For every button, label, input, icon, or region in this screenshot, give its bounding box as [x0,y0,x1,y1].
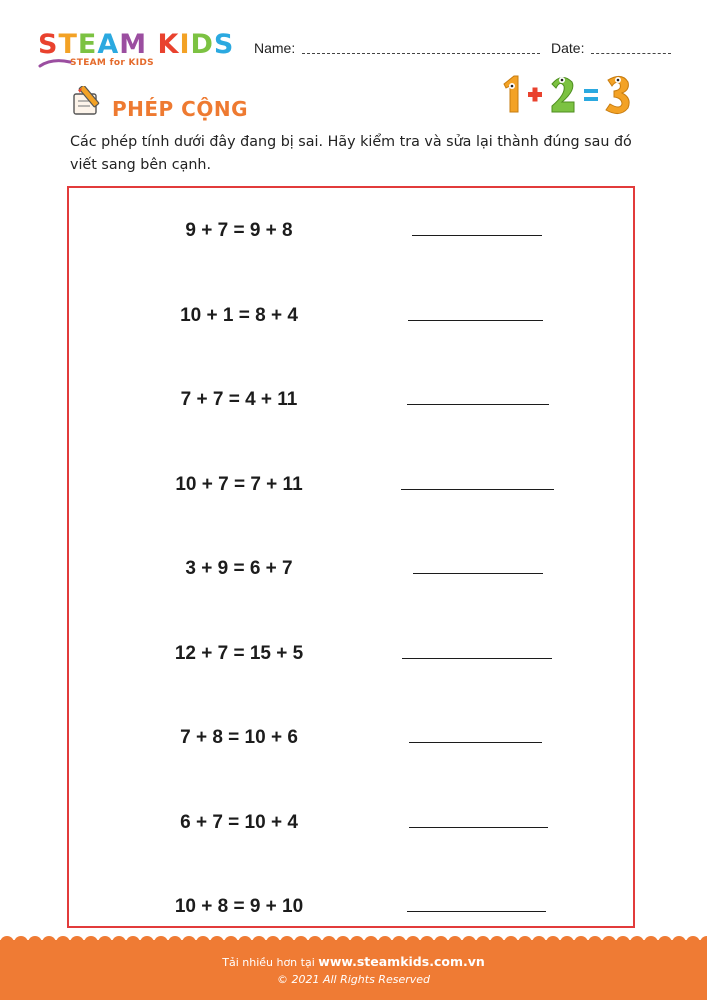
answer-line[interactable] [413,573,543,574]
logo-letter: I [179,29,191,60]
answer-line[interactable] [409,742,542,743]
answer-line[interactable] [408,320,543,321]
logo-letter: E [77,29,98,60]
footer-site-link[interactable]: www.steamkids.com.vn [318,954,485,969]
equation-text: 10 + 1 = 8 + 4 [180,305,298,326]
equation-text: 12 + 7 = 15 + 5 [174,643,304,664]
equation-text: 7 + 7 = 4 + 11 [180,389,298,410]
equation-row [69,211,633,251]
answer-line[interactable] [407,404,549,405]
footer-copyright: © 2021 All Rights Reserved [276,973,430,986]
logo-letter: S [38,29,59,60]
date-field[interactable] [591,53,671,54]
equation-row [69,380,633,420]
footer-prefix: Tải nhiều hơn tại [222,956,319,969]
equation-text: 6 + 7 = 10 + 4 [180,812,298,833]
footer-download-text [0,954,707,969]
equation-row [69,549,633,589]
logo-letter: A [97,29,120,60]
equation-row [69,296,633,336]
answer-line[interactable] [412,235,542,236]
answer-line[interactable] [409,827,548,828]
exercise-box [67,186,635,928]
numbers-cartoon-icon [496,70,638,118]
instructions-text: Các phép tính dưới đây đang bị sai. Hãy kiểm tra và sửa lại thành đúng sau đó viết sang bên cạnh. [70,134,632,173]
equation-row [69,718,633,758]
equation-row [69,803,633,843]
answer-line[interactable] [407,911,546,912]
equation-text: 9 + 7 = 9 + 8 [185,220,293,241]
logo-letter: K [157,29,180,60]
logo-letter: D [190,29,214,60]
equation-text: 3 + 9 = 6 + 7 [185,558,293,579]
equation-text: 10 + 8 = 9 + 10 [174,896,304,917]
name-field[interactable] [302,53,540,54]
equation-text: 7 + 8 = 10 + 6 [180,727,298,748]
logo-letter [147,30,157,60]
logo-letter: T [58,29,78,60]
equation-row [69,465,633,505]
logo-letter: S [213,29,235,60]
equation-row [69,887,633,927]
equation-row [69,634,633,674]
pencil-paper-icon [70,86,104,118]
logo-letter: M [119,29,148,60]
answer-line[interactable] [401,489,554,490]
section-title: PHÉP CỘNG [112,97,249,121]
equation-text: 10 + 7 = 7 + 11 [175,474,303,495]
footer [0,940,707,1000]
steam-kids-logo [38,30,238,75]
date-label: Date: [551,40,585,56]
swoosh-icon [38,56,72,70]
name-label: Name: [254,40,296,56]
logo-subtitle: STEAM for KIDS [70,58,154,68]
answer-line[interactable] [402,658,552,659]
